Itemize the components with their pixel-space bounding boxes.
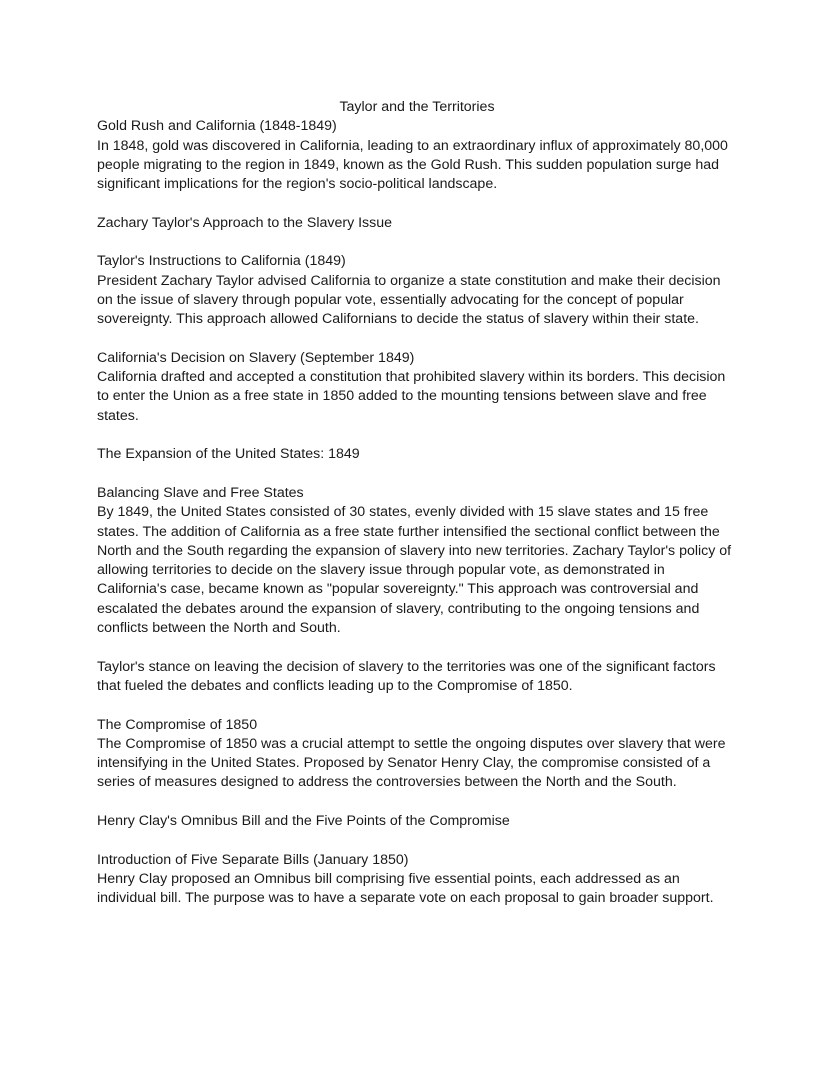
section-heading: Zachary Taylor's Approach to the Slavery Issue <box>97 214 393 231</box>
section-heading: Balancing Slave and Free States <box>97 484 304 501</box>
section-compromise <box>97 716 737 793</box>
section-body: California drafted and accepted a constitution that prohibited slavery within its borders. This decision to enter the Union as a free state in 1850 added to the mounting tensions between slave and free states. <box>97 369 726 424</box>
section-body: President Zachary Taylor advised California to organize a state constitution and make their decision on the issue of slavery through popular vote, essentially advocating for the concept of popular sovereignty. This approach allowed Californians to decide the status of slavery within their state. <box>97 272 721 328</box>
section-omnibus <box>97 812 737 831</box>
document-title: Taylor and the Territories <box>339 99 495 115</box>
section-heading: Introduction of Five Separate Bills (January 1850) <box>97 851 409 868</box>
document-page <box>97 98 737 928</box>
section-body: By 1849, the United States consisted of 30 states, evenly divided with 15 slave states and 15 free states. The addition of California as a free state further intensified the sectional conflict between the North and the South regarding the expansion of slavery into new territories. Zachary Taylor's policy of allowing territories to decide on the slavery issue through popular vote, as demonstrated in California's case, became known as "popular sovereignty." This approach was controversial and escalated the debates around the expansion of slavery, contributing to the ongoing tensions and conflicts between the North and South. <box>97 504 732 637</box>
section-heading: The Expansion of the United States: 1849 <box>97 446 360 463</box>
section-heading: Gold Rush and California (1848-1849) <box>97 118 337 135</box>
section-body: The Compromise of 1850 was a crucial attempt to settle the ongoing disputes over slavery that were intensifying in the United States. Proposed by Senator Henry Clay, the compromise consisted of a series of measures designed to address the controversies between the North and the South. <box>97 735 726 791</box>
section-gold-rush <box>97 117 737 194</box>
section-balancing <box>97 484 737 638</box>
section-body: Henry Clay proposed an Omnibus bill comprising five essential points, each addressed as an individual bill. The purpose was to have a separate vote on each proposal to gain broader support. <box>97 870 714 907</box>
section-taylor-stance <box>97 658 737 697</box>
section-heading: Henry Clay's Omnibus Bill and the Five Points of the Compromise <box>97 812 510 829</box>
section-heading: The Compromise of 1850 <box>97 716 258 733</box>
section-heading: Taylor's Instructions to California (1849) <box>97 253 346 270</box>
section-body: Taylor's stance on leaving the decision of slavery to the territories was one of the significant factors that fueled the debates and conflicts leading up to the Compromise of 1850. <box>97 658 716 694</box>
section-expansion <box>97 445 737 464</box>
section-five-bills <box>97 851 737 909</box>
section-heading: California's Decision on Slavery (September 1849) <box>97 349 415 366</box>
section-taylor-instructions <box>97 252 737 329</box>
section-body: In 1848, gold was discovered in California, leading to an extraordinary influx of approximately 80,000 people migrating to the region in 1849, known as the Gold Rush. This sudden population surge had significant implications for the region's socio-political landscape. <box>97 137 728 193</box>
section-taylor-approach <box>97 214 737 233</box>
section-california-decision <box>97 349 737 426</box>
